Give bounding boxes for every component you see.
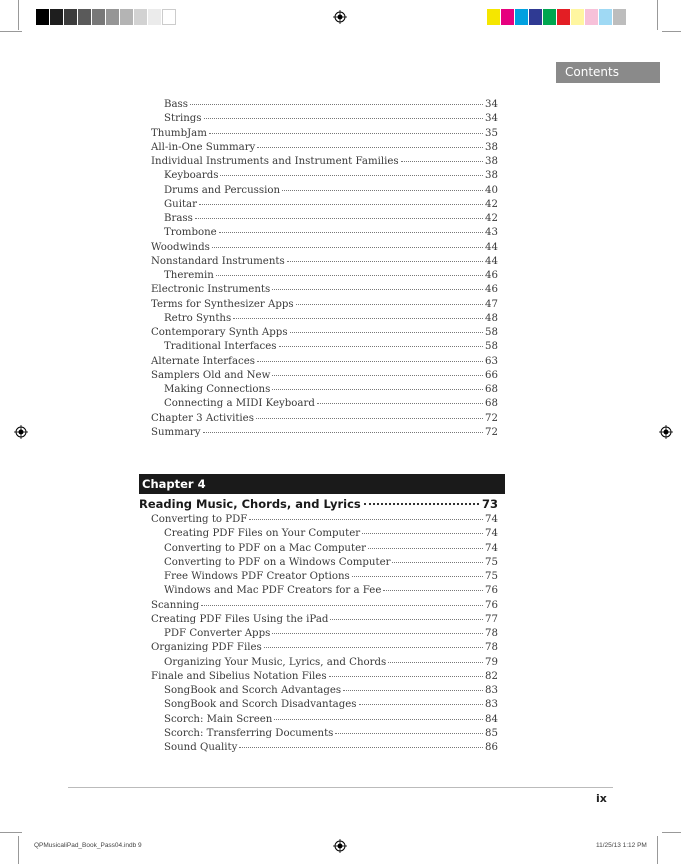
toc-entry-title: Chapter 3 Activities xyxy=(151,412,254,424)
toc-entry-title: ThumbJam xyxy=(151,127,207,139)
dot-leader xyxy=(209,133,483,134)
color-swatch xyxy=(64,9,78,25)
toc-entry-page: 58 xyxy=(485,327,498,338)
toc-entry-page: 66 xyxy=(485,369,498,381)
toc-entry[interactable] xyxy=(151,383,498,397)
toc-entry-title: Summary xyxy=(151,426,201,438)
toc-entry-page: 48 xyxy=(485,312,498,324)
dot-leader xyxy=(264,647,483,648)
dot-leader xyxy=(343,690,483,691)
toc-entry-page: 76 xyxy=(485,585,498,597)
dot-leader xyxy=(195,218,483,219)
dot-leader xyxy=(362,533,483,534)
grayscale-color-bar xyxy=(36,9,176,25)
toc-entry[interactable] xyxy=(151,656,498,670)
dot-leader xyxy=(204,118,484,119)
toc-entry-page: 58 xyxy=(485,341,498,353)
color-swatch xyxy=(529,9,543,25)
dot-leader xyxy=(272,289,483,290)
color-swatch xyxy=(78,9,92,25)
toc-entry-title: Creating PDF Files on Your Computer xyxy=(164,528,361,540)
dot-leader xyxy=(388,662,483,663)
toc-entry-page: 42 xyxy=(485,213,498,224)
toc-entry-title: Alternate Interfaces xyxy=(151,355,255,367)
dot-leader xyxy=(249,519,483,520)
toc-entry[interactable] xyxy=(151,283,498,297)
dot-leader xyxy=(335,733,483,734)
dot-leader xyxy=(257,361,483,362)
toc-entry[interactable] xyxy=(151,127,498,141)
toc-entry-title: Nonstandard Instruments xyxy=(151,255,285,267)
registration-mark-top xyxy=(333,10,347,24)
color-swatch xyxy=(36,9,50,25)
toc-entry-title: Keyboards xyxy=(164,170,219,182)
toc-entry[interactable] xyxy=(151,326,498,340)
crop-mark xyxy=(18,0,19,30)
toc-entry-page: 42 xyxy=(485,198,498,210)
toc-entry[interactable] xyxy=(151,198,498,212)
toc-entry-page: 35 xyxy=(485,127,498,139)
toc-entry[interactable] xyxy=(151,369,498,383)
toc-entry-page: 75 xyxy=(485,556,498,568)
toc-entry-title: SongBook and Scorch Disadvantages xyxy=(164,699,357,711)
toc-entry-page: 38 xyxy=(485,156,498,167)
color-swatch xyxy=(501,9,515,25)
toc-entry-page: 40 xyxy=(485,184,498,196)
toc-entry[interactable] xyxy=(151,255,498,269)
dot-leader xyxy=(216,275,483,276)
color-swatch xyxy=(543,9,557,25)
toc-entry-title: Samplers Old and New xyxy=(151,369,271,381)
toc-entry[interactable] xyxy=(151,298,498,312)
toc-entry-page: 77 xyxy=(485,613,498,625)
dot-leader xyxy=(201,605,483,606)
toc-entry-page: 74 xyxy=(485,514,498,525)
dot-leader xyxy=(233,318,483,319)
toc-entry-title: Windows and Mac PDF Creators for a Fee xyxy=(164,585,382,597)
color-swatch xyxy=(50,9,64,25)
toc-entry[interactable] xyxy=(151,226,498,240)
toc-entry[interactable] xyxy=(151,269,498,283)
slug-date-info: 11/25/13 1:12 PM xyxy=(596,842,647,849)
toc-entry-page: 68 xyxy=(485,384,498,395)
toc-entry-page: 72 xyxy=(485,426,498,438)
process-color-bar xyxy=(487,9,627,25)
toc-entry[interactable] xyxy=(151,698,498,712)
toc-entry-page: 46 xyxy=(485,284,498,296)
toc-entry-title: Retro Synths xyxy=(164,312,232,324)
toc-entry-page: 74 xyxy=(485,542,498,554)
dot-leader xyxy=(296,304,483,305)
toc-entry-title: Organizing Your Music, Lyrics, and Chords xyxy=(164,656,387,668)
toc-entry-title: Terms for Synthesizer Apps xyxy=(151,298,294,310)
registration-mark-right xyxy=(659,425,673,439)
toc-entry-page: 68 xyxy=(485,398,498,410)
crop-mark xyxy=(657,836,658,864)
toc-entry[interactable] xyxy=(151,312,498,326)
dot-leader xyxy=(199,204,483,205)
toc-entry-title: Connecting a MIDI Keyboard xyxy=(164,398,315,410)
toc-entry-title: Guitar xyxy=(164,198,197,210)
toc-entry-title: Finale and Sibelius Notation Files xyxy=(151,670,327,682)
toc-entry[interactable] xyxy=(151,713,498,727)
dot-leader xyxy=(383,590,483,591)
toc-entry[interactable] xyxy=(151,627,498,641)
toc-entry[interactable] xyxy=(151,613,498,627)
color-swatch xyxy=(134,9,148,25)
toc-entry-title: Organizing PDF Files xyxy=(151,642,262,654)
page-folio: ix xyxy=(596,792,607,805)
toc-entry-page: 38 xyxy=(485,141,498,153)
toc-entry[interactable] xyxy=(151,212,498,226)
toc-entry[interactable] xyxy=(151,741,498,755)
dot-leader xyxy=(203,432,483,433)
dot-leader xyxy=(290,332,483,333)
toc-entry[interactable] xyxy=(151,513,498,527)
toc-entry-title: Converting to PDF on a Mac Computer xyxy=(164,542,366,554)
toc-entry[interactable] xyxy=(151,556,498,570)
toc-entry-title: Trombone xyxy=(164,227,217,239)
color-swatch xyxy=(585,9,599,25)
toc-entry[interactable] xyxy=(151,727,498,741)
toc-entry-title: Free Windows PDF Creator Options xyxy=(164,571,350,582)
color-swatch xyxy=(487,9,501,25)
dot-leader xyxy=(274,719,483,720)
toc-entry-title: Creating PDF Files Using the iPad xyxy=(151,613,329,625)
toc-entry[interactable] xyxy=(151,184,498,198)
chapter-title: Reading Music, Chords, and Lyrics xyxy=(139,497,361,511)
toc-entry-title: Brass xyxy=(164,213,193,224)
toc-entry-page: 85 xyxy=(485,727,498,739)
toc-entry[interactable] xyxy=(151,169,498,183)
toc-entry-page: 63 xyxy=(485,355,498,367)
color-swatch xyxy=(162,9,176,25)
crop-mark xyxy=(18,836,19,864)
toc-entry[interactable] xyxy=(151,340,498,354)
toc-entry[interactable] xyxy=(151,112,498,126)
color-swatch xyxy=(599,9,613,25)
toc-section-chapter-3 xyxy=(151,98,498,440)
dot-leader xyxy=(220,175,483,176)
dot-leader xyxy=(401,161,483,162)
toc-entry[interactable] xyxy=(151,141,498,155)
crop-mark xyxy=(0,31,22,32)
dot-leader xyxy=(272,633,483,634)
toc-entry-title: Drums and Percussion xyxy=(164,184,281,196)
toc-entry-page: 83 xyxy=(485,699,498,711)
toc-entry-page: 38 xyxy=(485,170,498,182)
dot-leader xyxy=(317,403,483,404)
toc-entry-page: 34 xyxy=(485,113,498,125)
dot-leader xyxy=(257,147,483,148)
toc-entry[interactable] xyxy=(151,599,498,613)
toc-entry-page: 72 xyxy=(485,412,498,424)
toc-entry-title: Strings xyxy=(164,113,202,125)
toc-entry-title: PDF Converter Apps xyxy=(164,628,271,639)
toc-entry-page: 83 xyxy=(485,685,498,696)
toc-entry[interactable] xyxy=(151,155,498,169)
color-swatch xyxy=(148,9,162,25)
toc-entry[interactable] xyxy=(151,641,498,655)
toc-entry-title: Individual Instruments and Instrument Families xyxy=(151,156,399,167)
dot-leader xyxy=(272,375,483,376)
slug-file-info: QPMusicaliPad_Book_Pass04.indb 9 xyxy=(34,842,142,849)
crop-mark xyxy=(0,832,22,833)
toc-entry-title: Scorch: Transferring Documents xyxy=(164,727,334,739)
color-swatch xyxy=(515,9,529,25)
toc-entry-title: Scorch: Main Screen xyxy=(164,713,273,725)
chapter-label-bar: Chapter 4 xyxy=(139,474,505,494)
toc-entry-title: Woodwinds xyxy=(151,241,210,253)
chapter-page-number: 73 xyxy=(481,497,498,511)
toc-entry-page: 47 xyxy=(485,298,498,310)
dot-leader xyxy=(256,418,483,419)
toc-section-chapter-4 xyxy=(151,513,498,755)
dot-leader xyxy=(329,676,483,677)
toc-entry[interactable] xyxy=(151,426,498,440)
toc-entry-title: Converting to PDF on a Windows Computer xyxy=(164,556,391,568)
dot-leader xyxy=(368,548,483,549)
dot-leader xyxy=(392,562,483,563)
toc-entry-page: 44 xyxy=(485,255,498,267)
toc-entry-page: 84 xyxy=(485,713,498,725)
color-swatch xyxy=(613,9,627,25)
toc-entry-title: Sound Quality xyxy=(164,742,238,753)
color-swatch xyxy=(571,9,585,25)
dot-leader xyxy=(282,190,483,191)
dot-leader xyxy=(330,619,483,620)
toc-entry-page: 76 xyxy=(485,599,498,611)
toc-entry-title: Scanning xyxy=(151,599,200,611)
toc-entry-page: 44 xyxy=(485,241,498,253)
toc-entry-title: All-in-One Summary xyxy=(151,141,256,153)
footer-rule xyxy=(68,787,613,788)
toc-entry-page: 79 xyxy=(485,656,498,668)
toc-entry[interactable] xyxy=(151,412,498,426)
dot-leader xyxy=(219,232,483,233)
color-swatch xyxy=(92,9,106,25)
toc-entry-page: 46 xyxy=(485,270,498,281)
toc-entry-title: Contemporary Synth Apps xyxy=(151,327,288,338)
dot-leader xyxy=(239,747,483,748)
toc-entry[interactable] xyxy=(151,355,498,369)
toc-entry[interactable] xyxy=(151,397,498,411)
toc-entry-page: 78 xyxy=(485,628,498,639)
toc-entry[interactable] xyxy=(151,584,498,598)
toc-entry-page: 75 xyxy=(485,571,498,582)
registration-mark-bottom xyxy=(333,839,347,853)
toc-entry-title: Traditional Interfaces xyxy=(164,341,277,353)
toc-entry-title: Electronic Instruments xyxy=(151,284,271,296)
toc-entry-page: 43 xyxy=(485,227,498,239)
color-swatch xyxy=(106,9,120,25)
dot-leader xyxy=(287,261,483,262)
toc-entry-page: 86 xyxy=(485,742,498,753)
registration-mark-left xyxy=(14,425,28,439)
crop-mark xyxy=(662,31,681,32)
dot-leader xyxy=(364,503,479,505)
toc-entry-page: 78 xyxy=(485,642,498,654)
dot-leader xyxy=(190,104,483,105)
crop-mark xyxy=(662,832,681,833)
toc-entry[interactable] xyxy=(151,670,498,684)
chapter-title-entry[interactable] xyxy=(139,497,498,511)
dot-leader xyxy=(279,346,484,347)
toc-entry-title: Theremin xyxy=(164,270,214,281)
toc-entry[interactable] xyxy=(151,241,498,255)
toc-entry-page: 82 xyxy=(485,670,498,682)
toc-entry-title: SongBook and Scorch Advantages xyxy=(164,685,342,696)
dot-leader xyxy=(359,704,483,705)
dot-leader xyxy=(272,389,483,390)
toc-entry-page: 74 xyxy=(485,528,498,540)
color-swatch xyxy=(557,9,571,25)
color-swatch xyxy=(120,9,134,25)
toc-entry[interactable] xyxy=(151,98,498,112)
toc-entry-title: Making Connections xyxy=(164,384,271,395)
crop-mark xyxy=(657,0,658,30)
toc-entry[interactable] xyxy=(151,570,498,584)
toc-entry-title: Bass xyxy=(164,99,189,110)
running-head-tab: Contents xyxy=(556,62,660,83)
toc-entry[interactable] xyxy=(151,684,498,698)
toc-entry[interactable] xyxy=(151,527,498,541)
toc-entry[interactable] xyxy=(151,542,498,556)
dot-leader xyxy=(212,247,483,248)
toc-entry-title: Converting to PDF xyxy=(151,514,248,525)
dot-leader xyxy=(352,576,483,577)
toc-entry-page: 34 xyxy=(485,99,498,110)
